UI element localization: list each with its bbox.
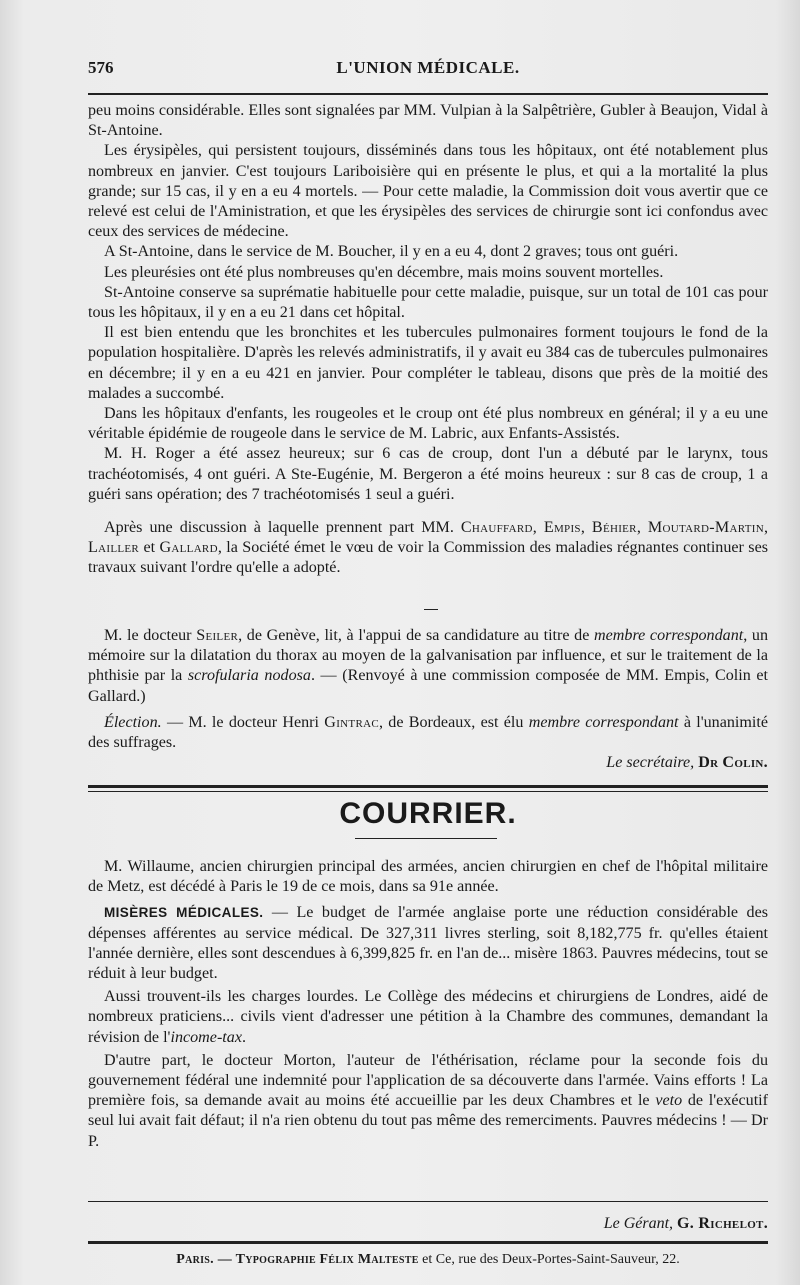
heading-underline (355, 838, 497, 839)
imprint-line: Paris. — Typographie Félix Malteste et Ce, rue des Deux-Portes-Saint-Sauveur, 22. (176, 1252, 680, 1267)
seiler-section (88, 626, 768, 773)
secretary-signature: Le secrétaire, Dr Colin. (606, 754, 768, 772)
footer-rule-top (88, 1201, 768, 1202)
footer-rule-bottom (88, 1241, 768, 1244)
paragraph: Il est bien entendu que les bronchites et les tubercules pulmonaires forment toujours le fond de la population hospitalière. D'après les relevés administratifs, il y avait eu 384 cas de tubercules pulmonaires en décembre; il y en a eu 421 en janvier. Pour compléter le tableau, disons que près de la moitié des malades a succombé. (88, 324, 768, 402)
election-paragraph: Élection. — M. le docteur Henri Gintrac, de Bordeaux, est élu membre correspondant à l'unanimité des suffrages. (88, 713, 768, 752)
report-section (88, 101, 768, 579)
running-title: L'UNION MÉDICALE. (336, 58, 520, 77)
section-double-rule-bottom (88, 791, 768, 792)
courrier-heading: COURRIER. (339, 797, 517, 830)
courrier-section (88, 857, 768, 1152)
paragraph: Les pleurésies ont été plus nombreuses qu'en décembre, mais moins souvent mortelles. (104, 263, 664, 281)
paragraph: Dans les hôpitaux d'enfants, les rougeoles et le croup ont été plus nombreux en général; il y a eu une véritable épidémie de rougeole dans le service de M. Labric, aux Enfants-Assistés. (88, 405, 768, 443)
discussion-paragraph: Après une discussion à laquelle prennent part MM. Chauffard, Empis, Béhier, Moutard-Martin, Lailler et Gallard, la Société émet le vœu de voir la Commission des maladies régnantes continuer ses travaux suivant l'ordre qu'elle a adopté. (88, 519, 768, 577)
paragraph: Les érysipèles, qui persistent toujours, disséminés dans tous les hôpitaux, ont été notablement plus nombreux en janvier. C'est toujours Lariboisière qui en présente le plus, et qui a la mortalité la plus grande; sur 15 cas, il y en a eu 4 mortels. — Pour cette maladie, la Commission doit vous avertir que ce relevé est celui de l'Aministration, et que les érysipèles des services de chirurgie sont ici confondus avec ceux des services de médecine. (88, 142, 768, 241)
paragraph: A St-Antoine, dans le service de M. Boucher, il y en a eu 4, dont 2 graves; tous ont guéri. (104, 243, 679, 261)
paragraph: peu moins considérable. Elles sont signalées par MM. Vulpian à la Salpêtrière, Gubler à Beaujon, Vidal à St-Antoine. (88, 102, 768, 140)
seiler-paragraph: M. le docteur Seiler, de Genève, lit, à l'appui de sa candidature au titre de membre correspondant, un mémoire sur la dilatation du thorax au moyen de la galvanisation par influence, et sur le traitement de la phthisie par la scrofularia nodosa. — (Renvoyé à une commission composée de MM. Empis, Colin et Gallard.) (88, 627, 768, 705)
page-header (88, 58, 768, 84)
gerant-signature: Le Gérant, G. Richelot. (603, 1215, 768, 1232)
paragraph: Aussi trouvent-ils les charges lourdes. Le Collège des médecins et chirurgiens de Londres, aidé de nombreux praticiens... civils vient d'adresser une pétition à la Chambre des communes, demandant la révision de l'income-tax. (88, 988, 768, 1046)
paragraph: M. Willaume, ancien chirurgien principal des armées, ancien chirurgien en chef de l'hôpital militaire de Metz, est décédé à Paris le 19 de ce mois, dans sa 91e année. (88, 858, 768, 896)
separator-dash (424, 609, 438, 610)
paragraph: M. H. Roger a été assez heureux; sur 6 cas de croup, dont l'un a débuté par le larynx, tous trachéotomisés, 4 ont guéri. A Ste-Eugénie, M. Bergeron a été moins heureux : sur 8 cas de croup, 1 a guéri sans opération; des 7 trachéotomisés 1 seul a guéri. (88, 445, 768, 503)
header-rule (88, 93, 768, 95)
paragraph: D'autre part, le docteur Morton, l'auteur de l'éthérisation, réclame pour la seconde fois du gouvernement fédéral une indemnité pour l'application de sa découverte dans l'armée. Vains efforts ! La première fois, sa demande avait au moins été accueillie par les deux Chambres et le veto de l'exécutif seul lui avait fait défaut; il n'a rien obtenu du tout pas même des remerciments. Pauvres médecins ! — Dr P. (88, 1051, 768, 1150)
page-number: 576 (88, 58, 114, 77)
miseres-paragraph: MISÈRES MÉDICALES. — Le budget de l'armée anglaise porte une réduction considérable des dépenses afférentes au service médical. De 327,311 livres sterling, soit 8,182,775 fr. qu'elles étaient l'année dernière, elles sont descendues à 6,399,825 fr. en l'an de... misère 1863. Pauvres médecins, tout se réduit à leur budget. (88, 904, 768, 983)
section-double-rule-top (88, 785, 768, 788)
paragraph: St-Antoine conserve sa suprématie habituelle pour cette maladie, puisque, sur un total de 101 cas pour tous les hôpitaux, il y en a eu 21 dans cet hôpital. (88, 283, 768, 322)
